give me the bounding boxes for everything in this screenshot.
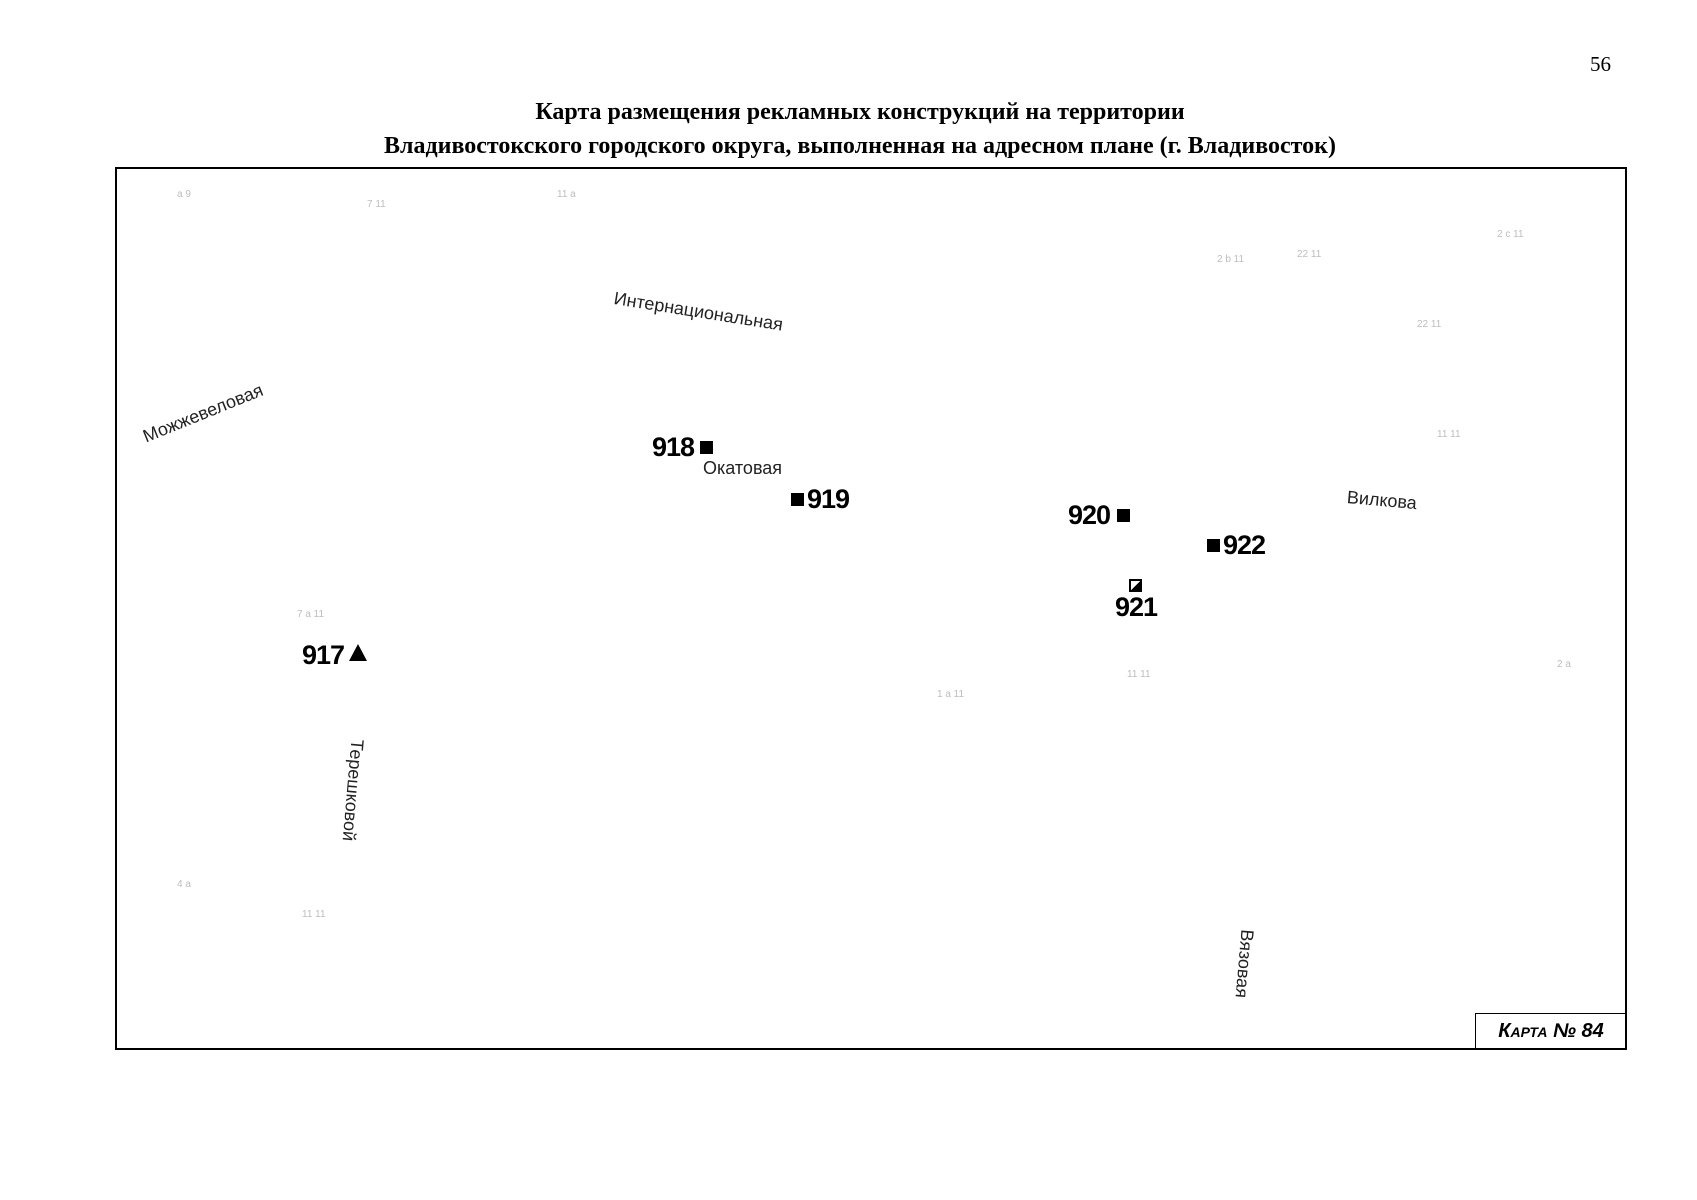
faint-label: 7 a 11 — [297, 609, 325, 620]
street-label-tereshkovoy: Терешковой — [338, 738, 368, 843]
faint-label: 11 a — [557, 189, 576, 200]
faint-label: a 9 — [177, 189, 191, 200]
faint-label: 1 a 11 — [937, 689, 965, 700]
map — [115, 167, 1627, 1050]
page-number: 56 — [1590, 52, 1611, 76]
marker-label-920: 920 — [1068, 500, 1111, 530]
faint-label: 4 a — [177, 879, 191, 890]
map-id-label: Карта № 84 — [1475, 1013, 1627, 1050]
marker-label-922: 922 — [1223, 530, 1266, 560]
street-label-okatovaya: Окатовая — [703, 458, 783, 478]
faint-label: 22 11 — [1297, 249, 1322, 260]
triangle-marker-icon — [349, 644, 367, 661]
marker-label-919: 919 — [807, 484, 850, 514]
marker-label-921: 921 — [1115, 592, 1158, 622]
faint-label: 2 c 11 — [1497, 229, 1524, 240]
square-marker-icon — [1207, 539, 1220, 552]
square-marker-icon — [700, 441, 713, 454]
faint-label: 2 b 11 — [1217, 254, 1245, 265]
faint-label: 11 11 — [1437, 429, 1461, 440]
square-marker-icon — [1117, 509, 1130, 522]
marker-label-917: 917 — [302, 640, 345, 670]
marker-label-918: 918 — [652, 432, 695, 462]
half-square-marker-icon — [1129, 579, 1142, 592]
street-label-vilkova: Вилкова — [1346, 487, 1418, 514]
faint-label: 7 11 — [367, 199, 386, 210]
faint-label: 11 11 — [1127, 669, 1151, 680]
street-label-internatsionalnaya: Интернациональная — [612, 288, 785, 335]
street-label-mozhzhevelovaya: Можжевеловая — [140, 379, 266, 447]
faint-label: 2 a — [1557, 659, 1571, 670]
street-label-vyazovaya: Вязовая — [1231, 928, 1258, 999]
page-title-line-2: Владивостокского городского округа, выполненная на адресном плане (г. Владивосток) — [384, 133, 1336, 159]
faint-label: 11 11 — [302, 909, 326, 920]
faint-label: 22 11 — [1417, 319, 1442, 330]
page-title-line-1: Карта размещения рекламных конструкций на территории — [535, 99, 1185, 125]
square-marker-icon — [791, 493, 804, 506]
